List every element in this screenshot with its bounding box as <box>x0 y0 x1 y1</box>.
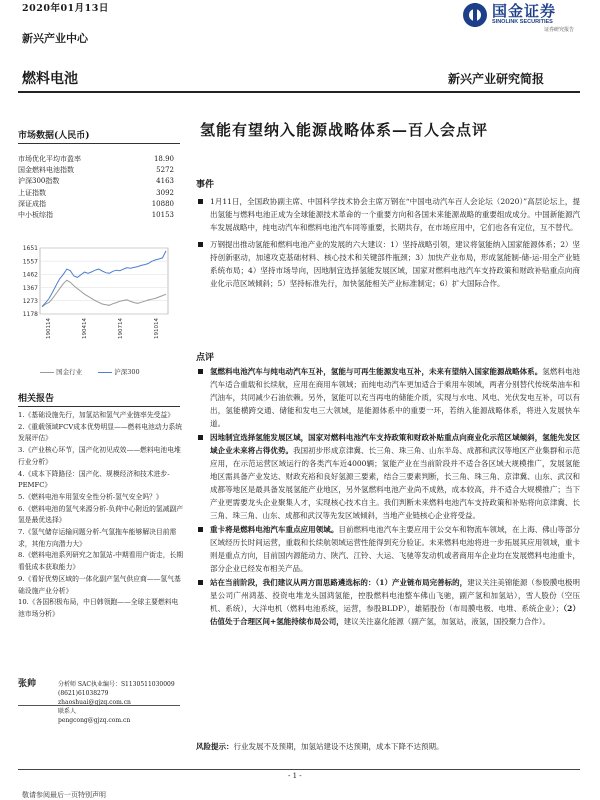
x-tick-label: 191014 <box>154 318 160 339</box>
comment-paragraph <box>210 365 580 430</box>
footer-divider <box>18 769 580 770</box>
market-label: 中小板综指 <box>18 210 53 219</box>
legend-series-2: 沪深300 <box>114 368 140 376</box>
comment-text: 建议关注嘉化能源（副产氢，加氢站，液氢，国投聚力合作）。 <box>343 617 551 626</box>
market-label: 上证指数 <box>18 188 46 197</box>
comment-text: 我国初步形成京津冀、长三角、珠三角、山东半岛、成都和武汉等地区产业集群和示范应用，在示范运营区域运行的各类汽车近4000辆；氢能产业在当前阶段并不适合各区域大规模推广，发展氢能地区需具备产业发达、财政充裕和良好氢源三要素，结合三要素判断，长三角、珠三角、京津冀、山东、武汉和成都等地区是最具备发展氢能产业地区，另外氢燃料电池产业尚不成熟，成本较高，并不适合大规模推广；当下产业更需要龙头企业聚集人才，实现核心技术自主。我们判断未来燃料电池汽车支持政策和补贴将向京津冀、长三角、珠三角、山东、成都和武汉等先发区域倾斜，当地产业链核心企业将受益。 <box>210 446 581 520</box>
related-reports-list <box>18 410 184 621</box>
comment-lead: （2）估值处于合理区间+氢能持续布局公司， <box>210 604 580 626</box>
market-label: 国金燃料电池指数 <box>18 166 74 175</box>
related-report-item: 5.《燃料电池车用氢安全性分析-氢气安全吗？》 <box>18 492 163 501</box>
comment-item <box>196 365 580 430</box>
related-report-item: 10.《各国积极布局，中日韩领跑——全球主要燃料电池市场分析》 <box>18 598 179 618</box>
index-chart <box>18 244 180 364</box>
related-report-item: 7.《氢气储存运输问题分析-气氢拖车能够解决目前需求，其他方向潜力大》 <box>18 528 177 548</box>
comment-text: 目前燃料电池汽车主要应用于公交车和物流车领域，在上海、佛山等部分区域经历长时间运营，重载和长续航领域运营性能得到充分验证。未来燃料电池将进一步拓展其应用领域，重卡则是重点方向，目前国内源能动力、陕汽、江铃、大运、飞驰等发动机或者商用车企业均在发展燃料电池重卡，部分企业已经发布相关产品。 <box>210 525 581 573</box>
report-type: 新兴产业研究简报 <box>448 72 545 86</box>
industry-name: 燃料电池 <box>22 71 78 87</box>
report-date: 2020年01月13日 <box>22 3 109 14</box>
series-line-2 <box>42 251 166 307</box>
bullet-square-icon <box>198 242 203 247</box>
analyst-divider <box>18 705 180 706</box>
market-label: 沪深300指数 <box>18 177 60 186</box>
logo-subtitle: 证券研究报告 <box>544 27 575 33</box>
risk-label: 风险提示： <box>196 742 234 751</box>
footer-disclaimer: 敬请参阅最后一页特别声明 <box>22 791 106 799</box>
market-row <box>18 210 180 221</box>
event-text: 1月11日，全国政协副主席、中国科学技术协会主席万钢在“中国电动汽车百人会论坛（2020）”高层论坛上，提出氢能与燃料电池正成为全球能源技术革命的一个重要方向和各国未来能源战略的重要组成成分。中国新能源汽车发展战略中，纯电动汽车和燃料电池汽车同等重要，长期共存，在市场应用中，它们也各有定位，互不替代。 <box>210 197 580 232</box>
comment-paragraph <box>210 431 580 522</box>
market-value: 4163 <box>156 177 174 186</box>
chart-legend <box>40 367 140 376</box>
market-row <box>18 176 180 187</box>
market-data-panel <box>18 128 180 221</box>
risk-warning <box>196 740 580 753</box>
analyst-info-line: zhaoshuai@gjzq.com.cn <box>58 699 131 706</box>
analyst-info-line: 联系人 <box>58 708 77 715</box>
comment-lead: 重卡将是燃料电池汽车重点应用领域。 <box>210 525 339 534</box>
comment-item <box>196 431 580 522</box>
event-text: 万钢提出推动氢能和燃料电池产业的发展的六大建议：1）坚持战略引领，建议将氢能纳入国家能源体系；2）坚持创新驱动，加速攻克基础材料、核心技术和关键部件瓶颈；3）加快产业布局，形成氢能制-储-运-用全产业链系统布局；4）坚持市场导向，因地制宜选择氢能发展区域，国家对燃料电池汽车支持政策和财政补贴重点向商业化示范区域倾斜；5）坚持标准先行，加快氢能相关产业标准制定；6）扩大国际合作。 <box>210 240 580 288</box>
y-tick-label: 1178 <box>22 311 38 319</box>
related-report-item: 3.《产业核心环节，国产化初见成效——燃料电池电堆行业分析》 <box>18 446 181 466</box>
event-item <box>196 238 580 290</box>
logo-chinese-name: 国金证券 <box>492 2 557 20</box>
comments-heading: 点评 <box>196 353 215 363</box>
legend-line-icon <box>98 372 112 373</box>
analyst-info-line: 分析师 SAC执业编号：S1130511030009 <box>58 681 175 688</box>
market-value: 10880 <box>151 199 174 208</box>
risk-text: 行业发展不及预期，加氢站建设不达预期，成本下降不达预期。 <box>233 742 444 751</box>
page-number: - 1 - <box>288 772 302 780</box>
report-title: 氢能有望纳入能源战略体系—百人会点评 <box>200 121 489 139</box>
analyst-info <box>58 680 184 716</box>
events-list <box>196 195 580 290</box>
market-value: 5272 <box>156 166 174 175</box>
related-report-item: 9.《看好优势区域的一体化副产氢气供应商——氢气基础设施产业分析》 <box>18 574 181 595</box>
logo-english-name: SINOLINK SECURITIES <box>492 19 553 25</box>
comments-list <box>196 365 580 628</box>
market-value: 10153 <box>151 210 174 219</box>
comment-paragraph <box>210 576 580 628</box>
events-heading: 事件 <box>196 180 215 190</box>
bullet-square-icon <box>198 527 203 532</box>
market-row <box>18 154 180 165</box>
logo-mark-icon <box>462 2 488 28</box>
comment-item <box>196 576 580 628</box>
header-divider <box>18 91 580 93</box>
legend-line-icon <box>40 372 54 373</box>
event-item <box>196 195 580 234</box>
analyst-info-line: (8621)61038279 <box>58 690 109 697</box>
comment-lead: 站在当前阶段，我们建议从两方面思路遴选标的：（1）产业链布局完善标的， <box>210 578 468 587</box>
y-tick-label: 1462 <box>22 271 38 279</box>
comment-item <box>196 523 580 575</box>
market-label: 市场优化平均市盈率 <box>18 155 81 163</box>
y-tick-label: 1557 <box>22 258 38 266</box>
company-logo <box>462 0 580 34</box>
market-row <box>18 199 180 210</box>
y-tick-label: 1651 <box>22 245 38 253</box>
comment-text: 建议关注美锦能源（参股膜电极明星公司广州鸿基、投资电堆龙头国鸿氢能，控股燃料电池整车佛山飞驰，副产氢和加氢站），雪人股份（空压机、系统），大洋电机（燃料电池系统，运营，参股BLDP），雄韬股份（布局膜电极、电堆、系统企业）； <box>210 578 580 613</box>
related-report-item: 2.《重载领域FCV成本优势明显——燃料电池动力系统发展评估》 <box>18 422 183 443</box>
related-report-item: 1.《基础设施先行，加氢站和氢气产业链率先受益》 <box>18 411 175 419</box>
bullet-square-icon <box>198 580 203 585</box>
market-data-rows <box>18 154 180 221</box>
market-row <box>18 165 180 176</box>
comment-paragraph <box>210 523 580 575</box>
research-center: 新兴产业中心 <box>22 32 88 45</box>
y-tick-label: 1367 <box>22 284 38 292</box>
contact-email: pengcong@gjzq.com.cn <box>58 717 131 724</box>
x-tick-label: 190714 <box>118 318 124 339</box>
related-report-item: 6.《燃料电池的氢气来源分析-负荷中心附近的氢减副产氢是最优选择》 <box>18 504 184 525</box>
bullet-square-icon <box>198 435 203 440</box>
market-data-heading: 市场数据(人民币) <box>18 128 180 144</box>
comment-lead: 因地制宜选择氢能发展区域，国家对燃料电池汽车支持政策和财政补贴重点向商业化示范区域倾斜，氢能先发区域企业未来将占得优势。 <box>210 433 580 455</box>
comment-lead: 氢燃料电池汽车与纯电动汽车互补，氢能与可再生能源发电互补，未来有望纳入国家能源战略体系。 <box>210 367 543 376</box>
bullet-square-icon <box>198 199 203 204</box>
analyst-name: 张帅 <box>18 679 37 689</box>
comment-text: 氢燃料电池汽车适合重载和长续航，应用在商用车领域；而纯电动汽车更加适合于乘用车领域，两者分别替代传统柴油车和汽油车，共同减少石油依赖。另外，氢能可以充当再电的储能介质，实现与水电、风电、光伏发电互补，可以有出，氢能横跨交通、储能和发电三大领域，是能源体系中的重要一环，若纳入能源战略体系，将进入发展快车道。 <box>210 367 581 428</box>
related-report-item: 8.《燃料电池系列研究之加氢站-中期看用户街走，长期看低成本获取能力》 <box>18 551 184 572</box>
x-tick-label: 190114 <box>46 318 52 339</box>
x-tick-label: 190414 <box>82 318 88 339</box>
market-value: 3092 <box>156 188 174 197</box>
market-value: 18.90 <box>153 155 174 163</box>
related-report-item: 4.《成本下降路径：国产化、规模经济和技术进步-PEMFC》 <box>18 469 170 490</box>
market-row <box>18 188 180 199</box>
market-label: 深证成指 <box>18 199 46 208</box>
bullet-square-icon <box>198 369 203 374</box>
legend-series-1: 国金行业 <box>56 368 83 376</box>
related-reports-heading: 相关报告 <box>18 391 180 407</box>
series-line-1 <box>42 280 166 307</box>
y-tick-label: 1273 <box>22 297 38 305</box>
